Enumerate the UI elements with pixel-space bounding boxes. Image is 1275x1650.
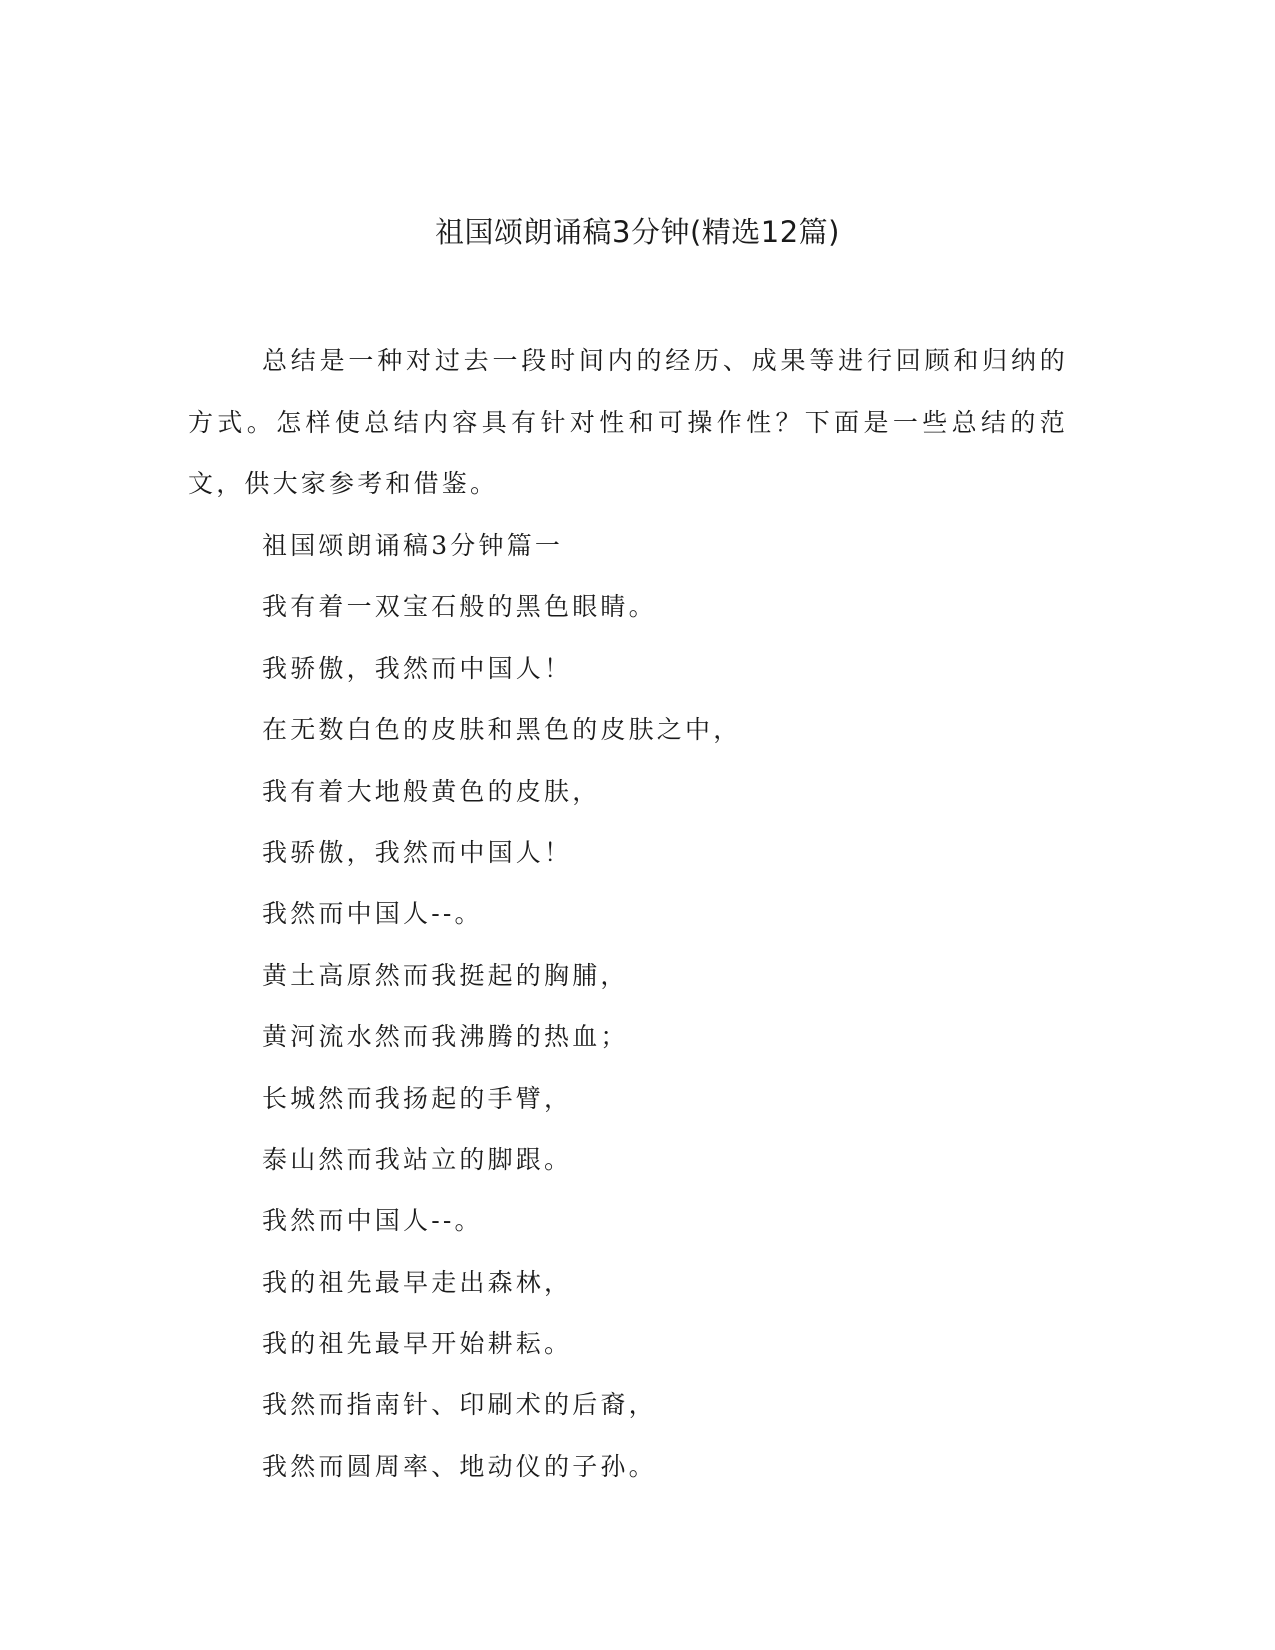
document-title: 祖国颂朗诵稿3分钟(精选12篇): [435, 215, 840, 249]
poem-line: 我然而指南针、印刷术的后裔，: [262, 1390, 657, 1420]
poem-line: 我然而圆周率、地动仪的子孙。: [262, 1451, 657, 1481]
poem-line: 我骄傲，我然而中国人！: [262, 837, 573, 867]
poem-line: 我然而中国人--。: [262, 899, 483, 929]
poem-lines: [262, 515, 1082, 1497]
section-heading: 祖国颂朗诵稿3分钟篇一: [262, 531, 564, 560]
poem-line: 黄河流水然而我沸腾的热血；: [262, 1022, 629, 1052]
poem-line: 我然而中国人--。: [262, 1206, 483, 1236]
poem-line: 长城然而我扬起的手臂，: [262, 1083, 573, 1113]
poem-line: 我的祖先最早开始耕耘。: [262, 1329, 573, 1359]
poem-line: 我有着一双宝石般的黑色眼睛。: [262, 592, 657, 622]
intro-paragraph: 总结是一种对过去一段时间内的经历、成果等进行回顾和归纳的方式。怎样使总结内容具有针对性和可操作性？下面是一些总结的范文，供大家参考和借鉴。: [188, 346, 1068, 498]
poem-line: 我骄傲，我然而中国人！: [262, 653, 573, 683]
poem-line: 在无数白色的皮肤和黑色的皮肤之中，: [262, 715, 742, 745]
poem-line: 我有着大地般黄色的皮肤，: [262, 776, 601, 806]
poem-line: 泰山然而我站立的脚跟。: [262, 1144, 573, 1174]
poem-line: 黄土高原然而我挺起的胸脯，: [262, 960, 629, 990]
poem-line: 我的祖先最早走出森林，: [262, 1267, 573, 1297]
